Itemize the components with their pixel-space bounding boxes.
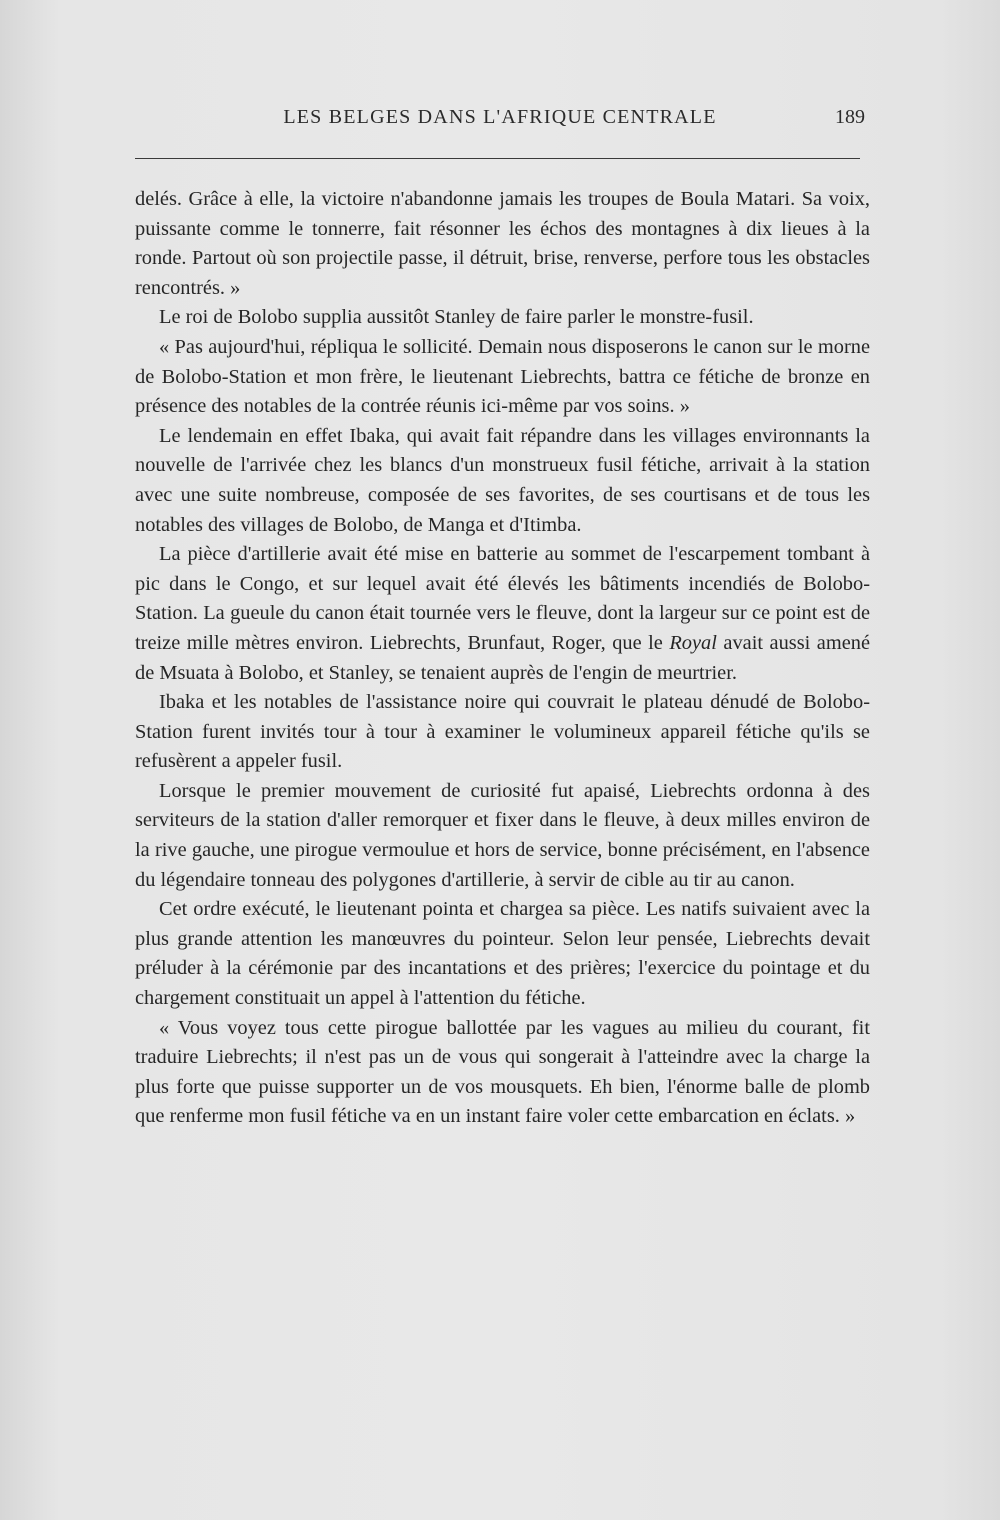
- paragraph: Le lendemain en effet Ibaka, qui avait fait répandre dans les villages environnants la nouvelle de l'arrivée chez les blancs d'un monstrueux fusil fétiche, arrivait à la station avec une suite nombreuse, composée de ses favorites, de ses courtisans et de tous les notables des villages de Bolobo, de Manga et d'Itimba.: [135, 424, 870, 536]
- body-text: [135, 185, 870, 1132]
- paragraph: La pièce d'artillerie avait été mise en batterie au sommet de l'escarpement tombant à pic dans le Congo, et sur lequel avait été élevés les bâtiments incendiés de Bolobo-Station. La gueule du canon était tournée vers le fleuve, dont la largeur sur ce point est de treize mille mètres environ. Liebrechts, Brunfaut, Roger, que le Royal avait aussi amené de Msuata à Bolobo, et Stanley, se tenaient auprès de l'engin de meurtrier.: [135, 543, 870, 684]
- paragraph: « Pas aujourd'hui, répliqua le sollicité. Demain nous disposerons le canon sur le morne de Bolobo-Station et mon frère, le lieutenant Liebrechts, battra ce fétiche de bronze en présence des notables de la contrée réunis ici-même par vos soins. »: [135, 335, 870, 418]
- paragraph: delés. Grâce à elle, la victoire n'abandonne jamais les troupes de Boula Matari. Sa voix, puissante comme le tonnerre, fait résonner les échos des montagnes à dix lieues à la ronde. Partout où son projectile passe, il détruit, brise, renverse, perfore tous les obstacles rencontrés. »: [135, 188, 870, 299]
- running-title: LES BELGES DANS L'AFRIQUE CENTRALE: [283, 106, 717, 128]
- page-number: 189: [835, 106, 865, 128]
- ship-name: Royal: [669, 631, 717, 654]
- paragraph: « Vous voyez tous cette pirogue ballottée par les vagues au milieu du courant, fit traduire Liebrechts; il n'est pas un de vous qui songerait à l'atteindre avec la charge la plus forte que puisse supporter un de vos mousquets. Eh bien, l'énorme balle de plomb que renferme mon fusil fétiche va en un instant faire voler cette embarcation en éclats. »: [135, 1016, 870, 1128]
- header-rule: [135, 158, 860, 159]
- paragraph: Le roi de Bolobo supplia aussitôt Stanley de faire parler le monstre-fusil.: [159, 306, 754, 329]
- paragraph: Cet ordre exécuté, le lieutenant pointa et chargea sa pièce. Les natifs suivaient avec la plus grande attention les manœuvres du pointeur. Selon leur pensée, Liebrechts devait préluder à la cérémonie par des incantations et des prières; l'exercice du pointage et du chargement constituait un appel à l'attention du fétiche.: [135, 898, 870, 1010]
- paragraph: Ibaka et les notables de l'assistance noire qui couvrait le plateau dénudé de Bolobo-Station furent invités tour à tour à examiner le volumineux appareil fétiche qu'ils se refusèrent a appeler fusil.: [135, 691, 870, 773]
- paragraph: Lorsque le premier mouvement de curiosité fut apaisé, Liebrechts ordonna à des serviteurs de la station d'aller remorquer et fixer dans le fleuve, à deux milles environ de la rive gauche, une pirogue vermoulue et hors de service, bonne précisément, en l'absence du légendaire tonneau des polygones d'artillerie, à servir de cible au tir au canon.: [135, 779, 870, 891]
- running-header: [135, 104, 865, 134]
